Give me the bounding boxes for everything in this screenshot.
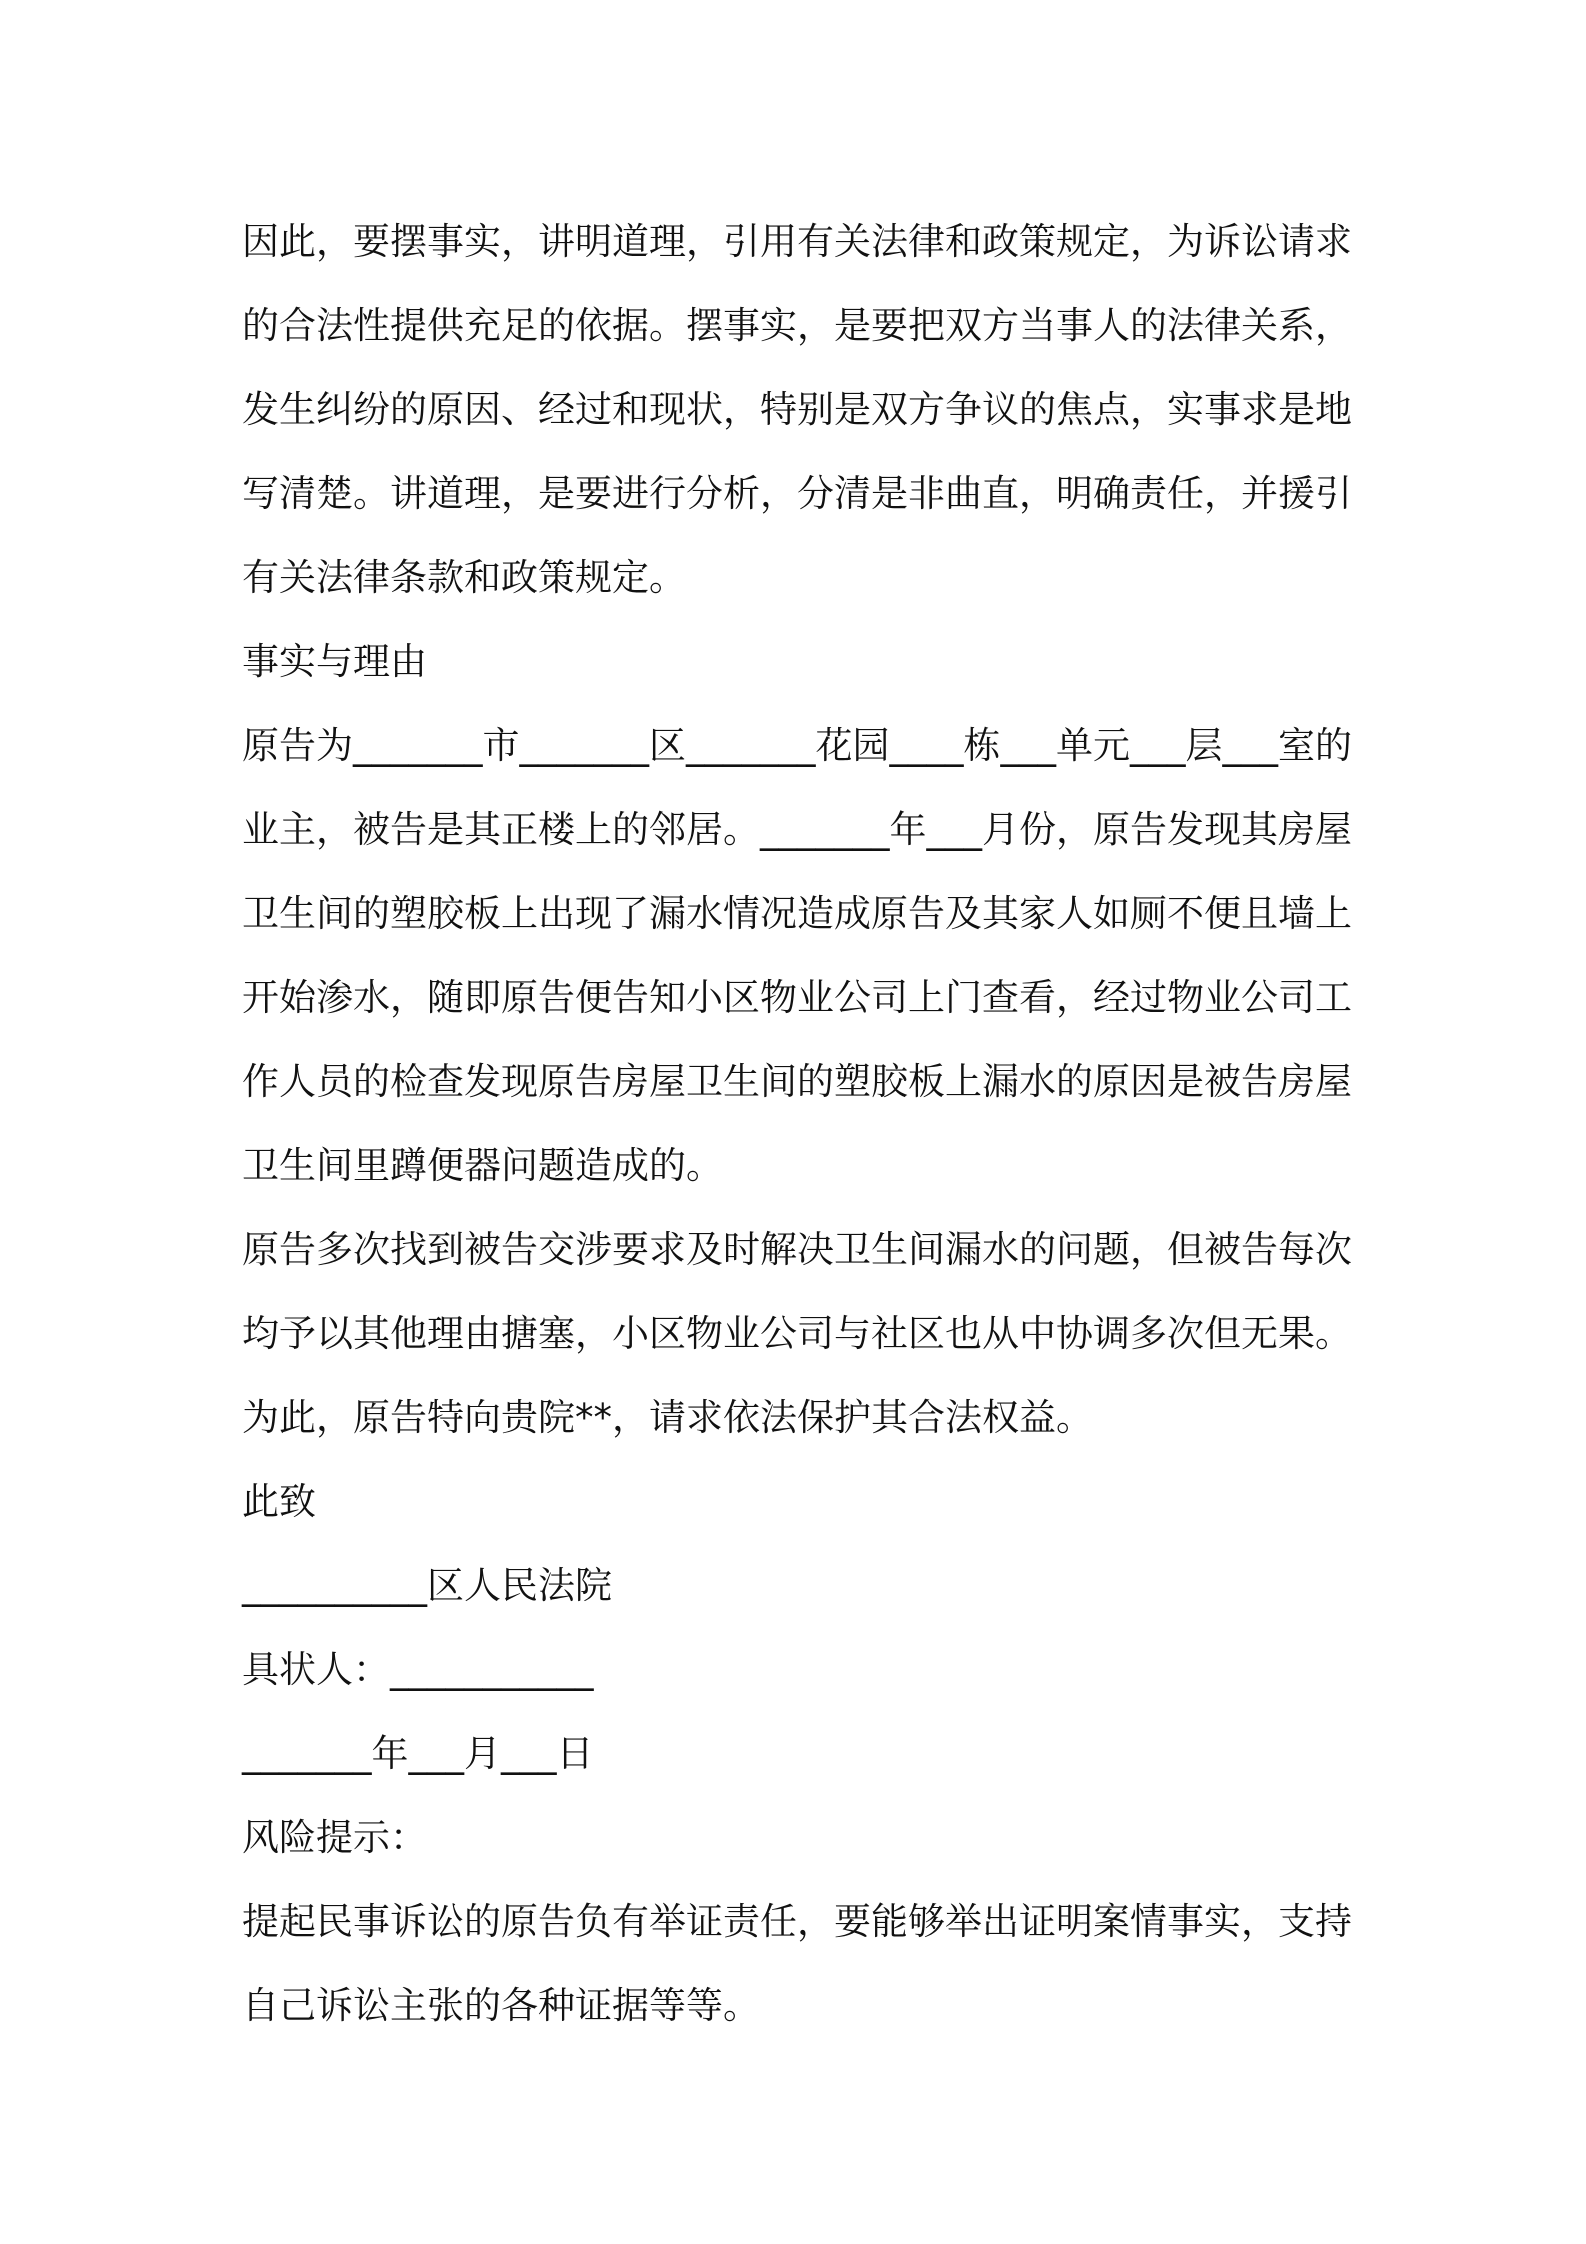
paragraph-reasons: 原告多次找到被告交涉要求及时解决卫生间漏水的问题，但被告每次均予以其他理由搪塞，小区物业公司与社区也从中协调多次但无果。为此，原告特向贵院**，请求依法保护其合法权益。	[242, 1228, 1352, 1439]
document-body	[242, 200, 1352, 2048]
paragraph-facts: 原告为_______市_______区_______花园____栋___单元___层___室的业主，被告是其正楼上的邻居。_______年___月份，原告发现其房屋卫生间的塑胶板上出现了漏水情况造成原告及其家人如厕不便且墙上开始渗水，随即原告便告知小区物业公司上门查看，经过物业公司工作人员的检查发现原告房屋卫生间的塑胶板上漏水的原因是被告房屋卫生间里蹲便器问题造成的。	[242, 724, 1352, 1187]
paragraph-litigation-guidance: 因此，要摆事实，讲明道理，引用有关法律和政策规定，为诉讼请求的合法性提供充足的依据。摆事实，是要把双方当事人的法律关系，发生纠纷的原因、经过和现状，特别是双方争议的焦点，实事求是地写清楚。讲道理，是要进行分析，分清是非曲直，明确责任，并援引有关法律条款和政策规定。	[242, 220, 1352, 599]
risk-notice-heading: 风险提示：	[242, 1816, 427, 1859]
closing-salutation: 此致	[242, 1480, 316, 1523]
plaintiff-signature-line: 具状人：___________	[242, 1648, 594, 1691]
section-heading-facts-and-reasons: 事实与理由	[242, 640, 427, 683]
risk-notice-text: 提起民事诉讼的原告负有举证责任，要能够举出证明案情事实，支持自己诉讼主张的各种证据等等。	[242, 1900, 1352, 2027]
date-line: _______年___月___日	[242, 1732, 594, 1775]
court-name-line: __________区人民法院	[242, 1564, 612, 1607]
